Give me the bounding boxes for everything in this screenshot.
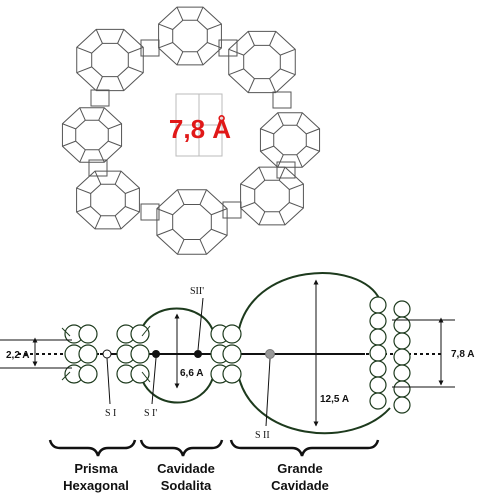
sodalite-cage-3: [229, 31, 296, 92]
sodalite-cage-6: [77, 171, 140, 229]
hexagonal-prism-7: [141, 204, 159, 220]
group-label-sodalite-line2: Sodalita: [160, 478, 212, 493]
sodalite-diameter-label: 6,6 A: [180, 368, 204, 379]
site-pointer-lines: [107, 298, 270, 426]
group-braces: [50, 440, 378, 456]
sodalite-supercage-ring-cluster: [211, 325, 241, 383]
group-label-prism-line2: Hexagonal: [63, 478, 129, 493]
sodalite-cage-4: [62, 108, 121, 162]
hexagonal-prism-3: [91, 90, 109, 106]
sodalite-cage-5: [260, 113, 319, 167]
site-sii-marker: [266, 350, 275, 359]
sodalite-cage-1: [77, 29, 144, 90]
site-si-marker: [103, 350, 111, 358]
group-label-supercage-line2: Cavidade: [271, 478, 329, 493]
site-si-label: S I: [105, 408, 117, 419]
aperture-size-label: 7,8 Å: [168, 114, 232, 144]
site-si-prime-label: S I': [144, 408, 158, 419]
sodalite-cage-8: [241, 167, 304, 225]
site-sii-prime-marker: [194, 350, 202, 358]
site-si-prime-marker: [152, 350, 160, 358]
hexagonal-prism-6: [277, 162, 295, 178]
group-label-sodalite-line1: Cavidade: [157, 461, 215, 476]
prism-aperture-label: 2,2 A: [6, 350, 30, 361]
site-sii-prime-label: SII': [190, 286, 205, 297]
hexagonal-prism-4: [273, 92, 291, 108]
group-label-supercage-line1: Grande: [277, 461, 323, 476]
group-label-prism-line1: Prisma: [74, 461, 118, 476]
sodalite-cage-2: [159, 7, 222, 65]
supercage-diameter-label: 12,5 A: [320, 394, 350, 405]
hexagonal-prism-8: [223, 202, 241, 218]
site-sii-label: S II: [255, 430, 270, 441]
window-aperture-label: 7,8 A: [451, 349, 475, 360]
prism-ring-cluster-left: [65, 325, 97, 383]
cavity-schematic: [0, 273, 475, 493]
sodalite-cage-7: [157, 190, 227, 255]
